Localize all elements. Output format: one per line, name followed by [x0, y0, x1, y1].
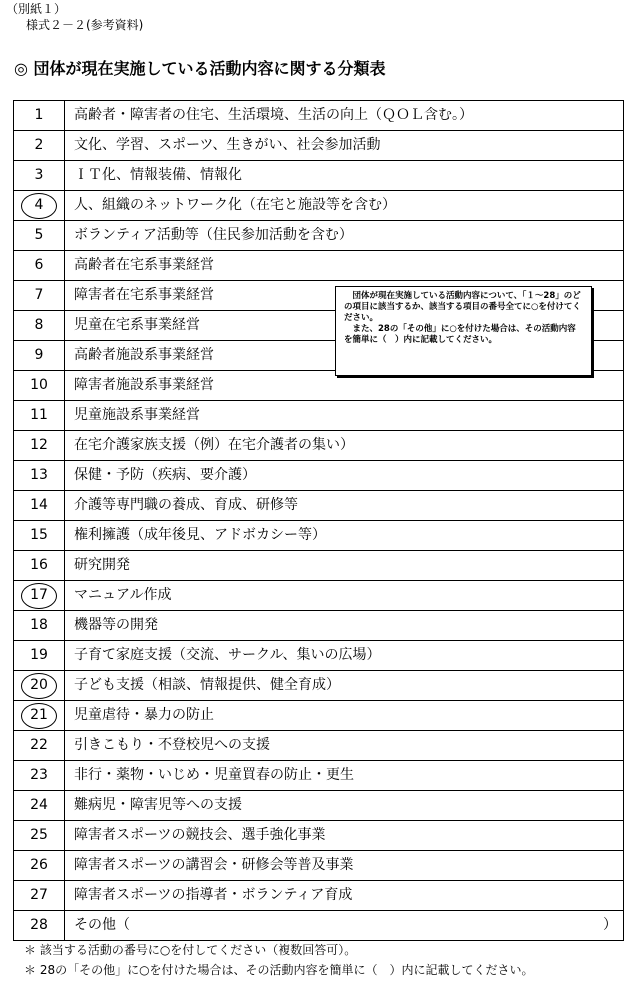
item-label-cell [65, 431, 624, 461]
instruction-note-line-2: また、28の「その他」に○を付けた場合は、その活動内容を簡単に（ ）内に記載してください。 [344, 324, 576, 345]
table-row [14, 191, 624, 221]
table-row [14, 761, 624, 791]
item-label-cell [65, 101, 624, 131]
item-number-cell [14, 701, 65, 731]
table-row [14, 851, 624, 881]
item-number: 11 [30, 407, 48, 423]
item-number: 8 [34, 317, 44, 333]
item-number: 26 [30, 857, 48, 873]
item-label: 難病児・障害児等への支援 [74, 797, 242, 813]
classification-table-body [14, 101, 624, 941]
item-number-cell [14, 821, 65, 851]
item-number-cell [14, 581, 65, 611]
item-number: 19 [30, 647, 48, 663]
table-row [14, 731, 624, 761]
item-number-cell [14, 731, 65, 761]
item-label-cell [65, 821, 624, 851]
item-number: 2 [34, 137, 44, 153]
form-reference: 様式２－２(参考資料) [26, 18, 144, 32]
item-label: 機器等の開発 [74, 617, 158, 633]
item-number-cell [14, 521, 65, 551]
item-number-cell [14, 191, 65, 221]
item-label-cell [65, 221, 624, 251]
item-number: 21 [30, 707, 48, 723]
item-label: 介護等専門職の養成、育成、研修等 [74, 497, 298, 513]
item-number-cell [14, 461, 65, 491]
table-row [14, 881, 624, 911]
item-number-cell [14, 791, 65, 821]
item-number-cell [14, 401, 65, 431]
table-row [14, 401, 624, 431]
table-row [14, 431, 624, 461]
item-number: 25 [30, 827, 48, 843]
table-row [14, 251, 624, 281]
item-label: マニュアル作成 [74, 587, 172, 603]
item-label-cell [65, 701, 624, 731]
table-row [14, 101, 624, 131]
item-label: 障害者スポーツの講習会・研修会等普及事業 [74, 857, 354, 873]
other-closing-paren: ） [603, 917, 617, 933]
table-row [14, 551, 624, 581]
footnote-2: ＊ 28の「その他」に○を付けた場合は、その活動内容を簡単に（ ）内に記載してください。 [24, 963, 534, 977]
item-number-cell [14, 611, 65, 641]
item-label: 高齢者・障害者の住宅、生活環境、生活の向上（ＱＯＬ含む。） [74, 107, 473, 123]
item-number-cell [14, 371, 65, 401]
table-row [14, 671, 624, 701]
item-number-cell [14, 881, 65, 911]
item-label-cell [65, 761, 624, 791]
item-number: 23 [30, 767, 48, 783]
item-number: 20 [30, 677, 48, 693]
table-row [14, 521, 624, 551]
item-label: 高齢者在宅系事業経営 [74, 257, 214, 273]
table-row [14, 911, 624, 941]
table-row [14, 611, 624, 641]
item-label: 障害者スポーツの指導者・ボランティア育成 [74, 887, 353, 903]
footnote-1: ＊ 該当する活動の番号に○を付してください（複数回答可）。 [24, 943, 357, 957]
item-number: 1 [34, 107, 44, 123]
item-number: 10 [30, 377, 48, 393]
item-label: 子育て家庭支援（交流、サークル、集いの広場） [74, 647, 381, 663]
item-label-cell [65, 161, 624, 191]
item-number-cell [14, 551, 65, 581]
item-number: 28 [30, 917, 48, 933]
item-number-cell [14, 851, 65, 881]
item-number: 13 [30, 467, 48, 483]
item-label-cell [65, 641, 624, 671]
item-label: 非行・薬物・いじめ・児童買春の防止・更生 [74, 767, 354, 783]
item-number: 3 [34, 167, 44, 183]
item-label-cell [65, 851, 624, 881]
item-label-cell [65, 491, 624, 521]
item-number: 17 [30, 587, 48, 603]
item-number-cell [14, 221, 65, 251]
item-label-cell [65, 401, 624, 431]
item-number-cell [14, 251, 65, 281]
item-number: 5 [34, 227, 44, 243]
instruction-note-line-1: 団体が現在実施している活動内容について、「１～28」のどの項目に該当するか、該当する項目の番号全てに○を付けてください。 [344, 291, 581, 323]
item-label: 権利擁護（成年後見、アドボカシー等） [74, 527, 326, 543]
item-number: 7 [34, 287, 44, 303]
item-label-cell [65, 731, 624, 761]
item-number-cell [14, 641, 65, 671]
item-number: 16 [30, 557, 48, 573]
item-label: 文化、学習、スポーツ、生きがい、社会参加活動 [74, 137, 381, 153]
item-number-cell [14, 311, 65, 341]
classification-table [13, 100, 624, 941]
item-label-cell [65, 791, 624, 821]
item-label: 障害者スポーツの競技会、選手強化事業 [74, 827, 326, 843]
table-row [14, 491, 624, 521]
item-label-cell [65, 251, 624, 281]
item-label-cell [65, 131, 624, 161]
table-row [14, 821, 624, 851]
item-label-cell [65, 911, 624, 941]
item-number-cell [14, 131, 65, 161]
item-label-cell [65, 611, 624, 641]
item-label-cell [65, 671, 624, 701]
item-number-cell [14, 491, 65, 521]
item-number-cell [14, 341, 65, 371]
item-number: 14 [30, 497, 48, 513]
item-label-cell [65, 461, 624, 491]
item-number: 27 [30, 887, 48, 903]
table-row [14, 641, 624, 671]
item-label: 障害者施設系事業経営 [74, 377, 214, 393]
item-label: 児童施設系事業経営 [74, 407, 200, 423]
item-number-cell [14, 161, 65, 191]
item-number: 22 [30, 737, 48, 753]
item-label-cell [65, 581, 624, 611]
item-number-cell [14, 101, 65, 131]
table-row [14, 161, 624, 191]
page-title: ◎ 団体が現在実施している活動内容に関する分類表 [14, 59, 386, 78]
item-label-cell [65, 881, 624, 911]
table-row [14, 461, 624, 491]
item-label-cell [65, 191, 624, 221]
item-number: 9 [34, 347, 44, 363]
item-number-cell [14, 671, 65, 701]
item-number: 15 [30, 527, 48, 543]
item-label: その他（ [74, 917, 130, 933]
item-label: ＩＴ化、情報装備、情報化 [74, 167, 242, 183]
item-label: 保健・予防（疾病、要介護） [74, 467, 256, 483]
item-label: ボランティア活動等（住民参加活動を含む） [74, 227, 353, 243]
item-number: 24 [30, 797, 48, 813]
table-row [14, 701, 624, 731]
item-number: 6 [34, 257, 44, 273]
table-row [14, 131, 624, 161]
table-row [14, 221, 624, 251]
item-number-cell [14, 761, 65, 791]
table-row [14, 791, 624, 821]
item-label-cell [65, 521, 624, 551]
instruction-note-box [335, 286, 592, 376]
item-number-cell [14, 431, 65, 461]
item-number-cell [14, 281, 65, 311]
item-label: 在宅介護家族支援（例）在宅介護者の集い） [74, 437, 354, 453]
item-label: 高齢者施設系事業経営 [74, 347, 214, 363]
item-label: 引きこもり・不登校児への支援 [74, 737, 270, 753]
attachment-label: （別紙１） [6, 2, 67, 16]
item-label: 子ども支援（相談、情報提供、健全育成） [74, 677, 340, 693]
item-label: 児童在宅系事業経営 [74, 317, 200, 333]
item-number: 18 [30, 617, 48, 633]
table-row [14, 581, 624, 611]
item-number: 12 [30, 437, 48, 453]
item-number-cell [14, 911, 65, 941]
item-label: 研究開発 [74, 557, 130, 573]
item-label-cell [65, 551, 624, 581]
item-number: 4 [34, 197, 44, 213]
item-label: 障害者在宅系事業経営 [74, 287, 214, 303]
item-label: 児童虐待・暴力の防止 [74, 707, 214, 723]
item-label: 人、組織のネットワーク化（在宅と施設等を含む） [74, 197, 396, 213]
